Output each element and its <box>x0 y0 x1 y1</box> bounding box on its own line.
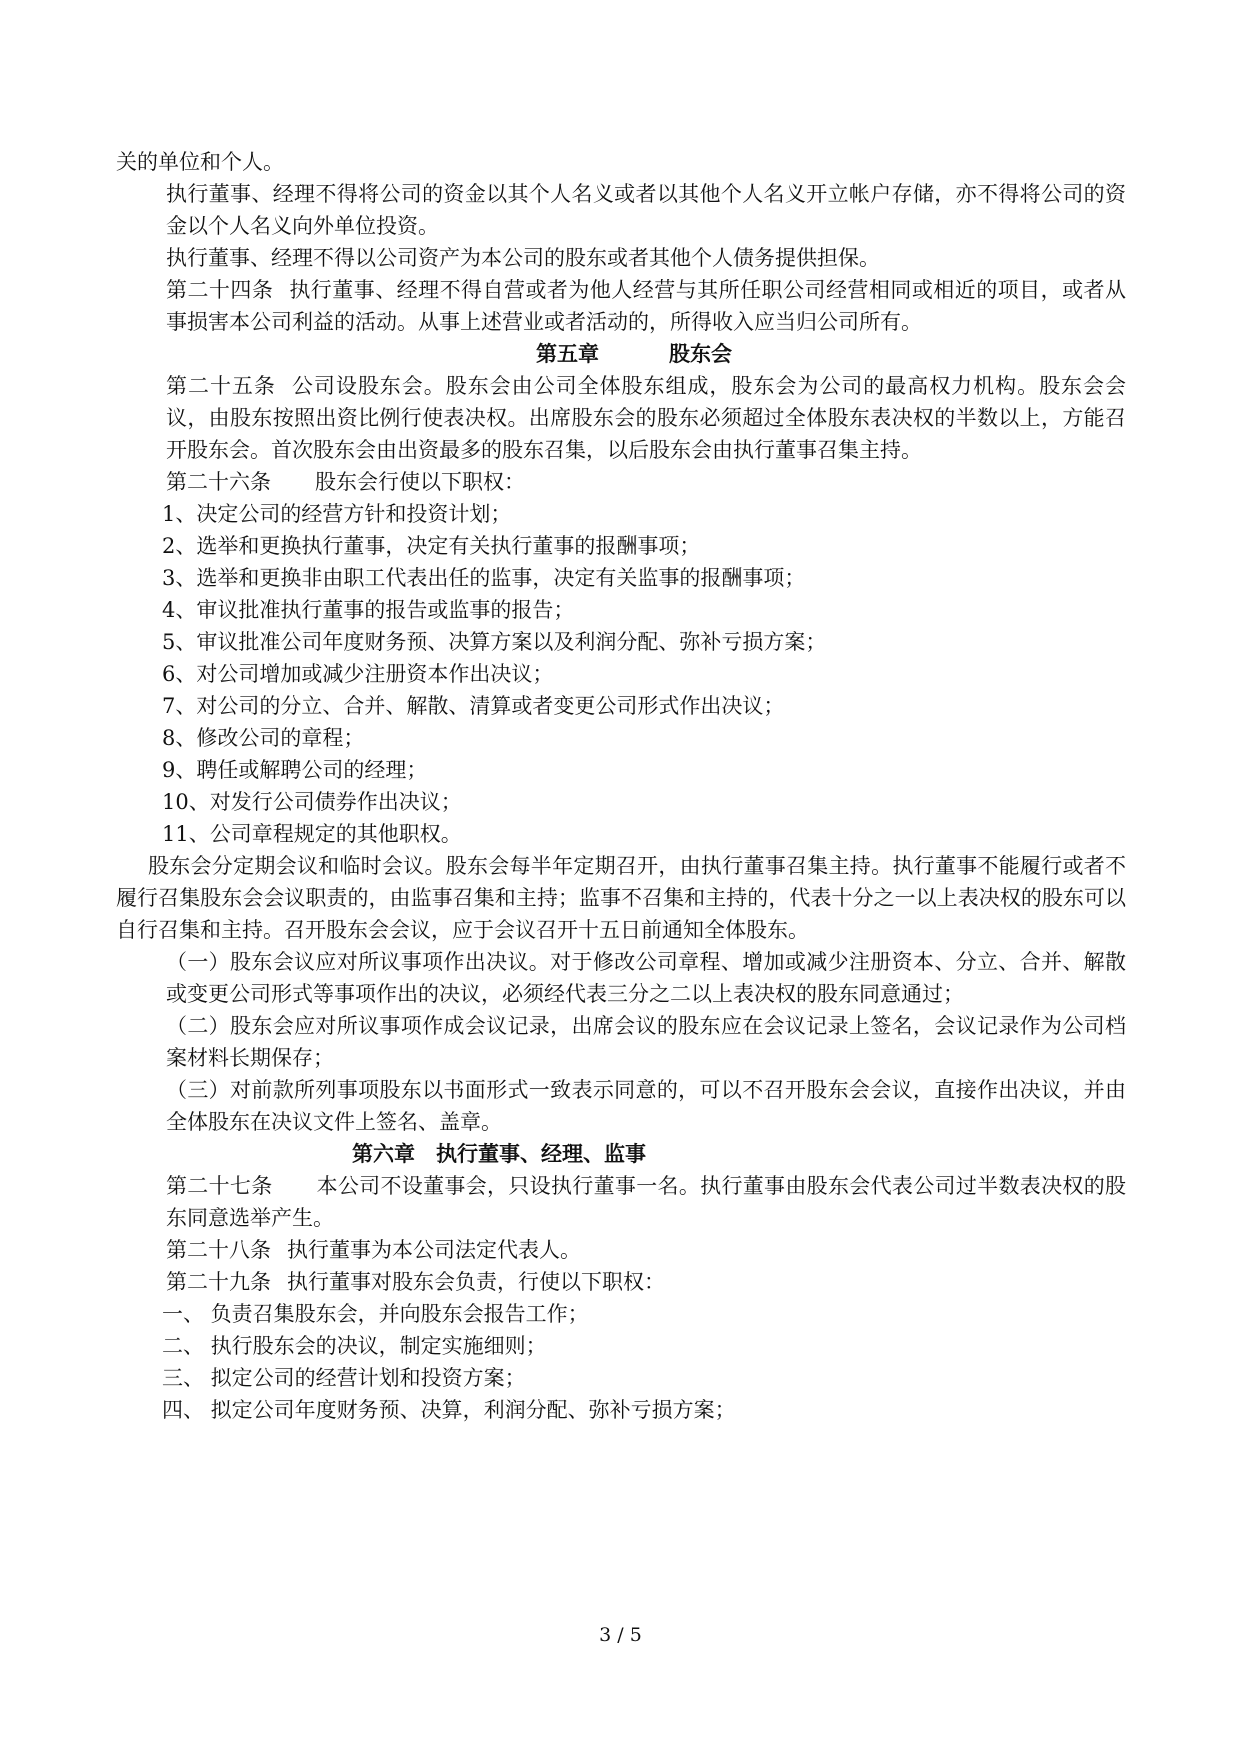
article-25 <box>116 370 1126 466</box>
article-27-text: 本公司不设董事会，只设执行董事一名。执行董事由股东会代表公司过半数表决权的股东同意选举产生。 <box>166 1174 1127 1230</box>
list-item: 二、 执行股东会的决议，制定实施细则； <box>162 1334 547 1358</box>
list-item: 7、对公司的分立、合并、解散、清算或者变更公司形式作出决议； <box>162 694 785 718</box>
article-28-text: 执行董事为本公司法定代表人。 <box>287 1238 581 1262</box>
article-27 <box>116 1170 1126 1234</box>
article-29-text: 执行董事对股东会负责，行使以下职权： <box>287 1270 665 1294</box>
article-29 <box>116 1266 1126 1298</box>
article-25-text: 公司设股东会。股东会由公司全体股东组成，股东会为公司的最高权力机构。股东会会议，由股东按照出资比例行使表决权。出席股东会的股东必须超过全体股东表决权的半数以上，方能召开股东会。首次股东会由出资最多的股东召集，以后股东会由执行董事召集主持。 <box>166 374 1127 462</box>
paragraph-written-consent: （三）对前款所列事项股东以书面形式一致表示同意的，可以不召开股东会会议，直接作出决议，并由全体股东在决议文件上签名、盖章。 <box>166 1078 1126 1134</box>
list-item: 6、对公司增加或减少注册资本作出决议； <box>162 662 554 686</box>
document-body <box>116 146 1126 1426</box>
list-item: 10、对发行公司债券作出决议； <box>162 790 462 814</box>
article-29-label: 第二十九条 <box>166 1270 271 1294</box>
article-28 <box>116 1234 1126 1266</box>
paragraph-meetings: 股东会分定期会议和临时会议。股东会每半年定期召开，由执行董事召集主持。执行董事不能履行或者不履行召集股东会会议职责的，由监事召集和主持；监事不召集和主持的，代表十分之一以上表决权的股东可以自行召集和主持。召开股东会会议，应于会议召开十五日前通知全体股东。 <box>116 854 1126 942</box>
article-24-label: 第二十四条 <box>166 278 274 302</box>
chapter-5-heading <box>116 338 1126 370</box>
article-24 <box>116 274 1126 338</box>
list-item: 三、 拟定公司的经营计划和投资方案； <box>162 1366 526 1390</box>
article-26-label: 第二十六条 <box>166 470 271 494</box>
article-27-label: 第二十七条 <box>166 1174 273 1198</box>
list-item: 四、 拟定公司年度财务预、决算，利润分配、弥补亏损方案； <box>162 1398 736 1422</box>
paragraph-guarantee: 执行董事、经理不得以公司资产为本公司的股东或者其他个人债务提供担保。 <box>166 246 880 270</box>
page-number: 3 / 5 <box>599 1624 642 1646</box>
chapter-6-heading: 第六章 执行董事、经理、监事 <box>352 1141 646 1166</box>
article-28-label: 第二十八条 <box>166 1238 271 1262</box>
paragraph-continuation: 关的单位和个人。 <box>116 150 284 174</box>
list-item: 1、决定公司的经营方针和投资计划； <box>162 502 512 526</box>
list-item: 8、修改公司的章程； <box>162 726 365 750</box>
paragraph-minutes: （二）股东会应对所议事项作成会议记录，出席会议的股东应在会议记录上签名，会议记录作为公司档案材料长期保存； <box>166 1014 1126 1070</box>
list-item: 9、聘任或解聘公司的经理； <box>162 758 428 782</box>
article-26-text: 股东会行使以下职权： <box>315 470 525 494</box>
article-26 <box>116 466 1126 498</box>
article-25-label: 第二十五条 <box>166 374 276 398</box>
article-24-text: 执行董事、经理不得自营或者为他人经营与其所任职公司经营相同或相近的项目，或者从事损害本公司利益的活动。从事上述营业或者活动的，所得收入应当归公司所有。 <box>166 278 1126 334</box>
list-item: 2、选举和更换执行董事，决定有关执行董事的报酬事项； <box>162 534 701 558</box>
chapter-5-title: 股东会 <box>669 341 732 366</box>
list-item: 4、审议批准执行董事的报告或监事的报告； <box>162 598 575 622</box>
paragraph-resolutions: （一）股东会议应对所议事项作出决议。对于修改公司章程、增加或减少注册资本、分立、合并、解散或变更公司形式等事项作出的决议，必须经代表三分之二以上表决权的股东同意通过； <box>166 950 1126 1006</box>
list-item: 5、审议批准公司年度财务预、决算方案以及利润分配、弥补亏损方案； <box>162 630 827 654</box>
chapter-5-number: 第五章 <box>536 341 599 366</box>
paragraph-funds: 执行董事、经理不得将公司的资金以其个人名义或者以其他个人名义开立帐户存储，亦不得将公司的资金以个人名义向外单位投资。 <box>166 182 1126 238</box>
list-item: 11、公司章程规定的其他职权。 <box>162 822 462 846</box>
list-item: 一、 负责召集股东会，并向股东会报告工作； <box>162 1302 589 1326</box>
list-item: 3、选举和更换非由职工代表出任的监事，决定有关监事的报酬事项； <box>162 566 806 590</box>
